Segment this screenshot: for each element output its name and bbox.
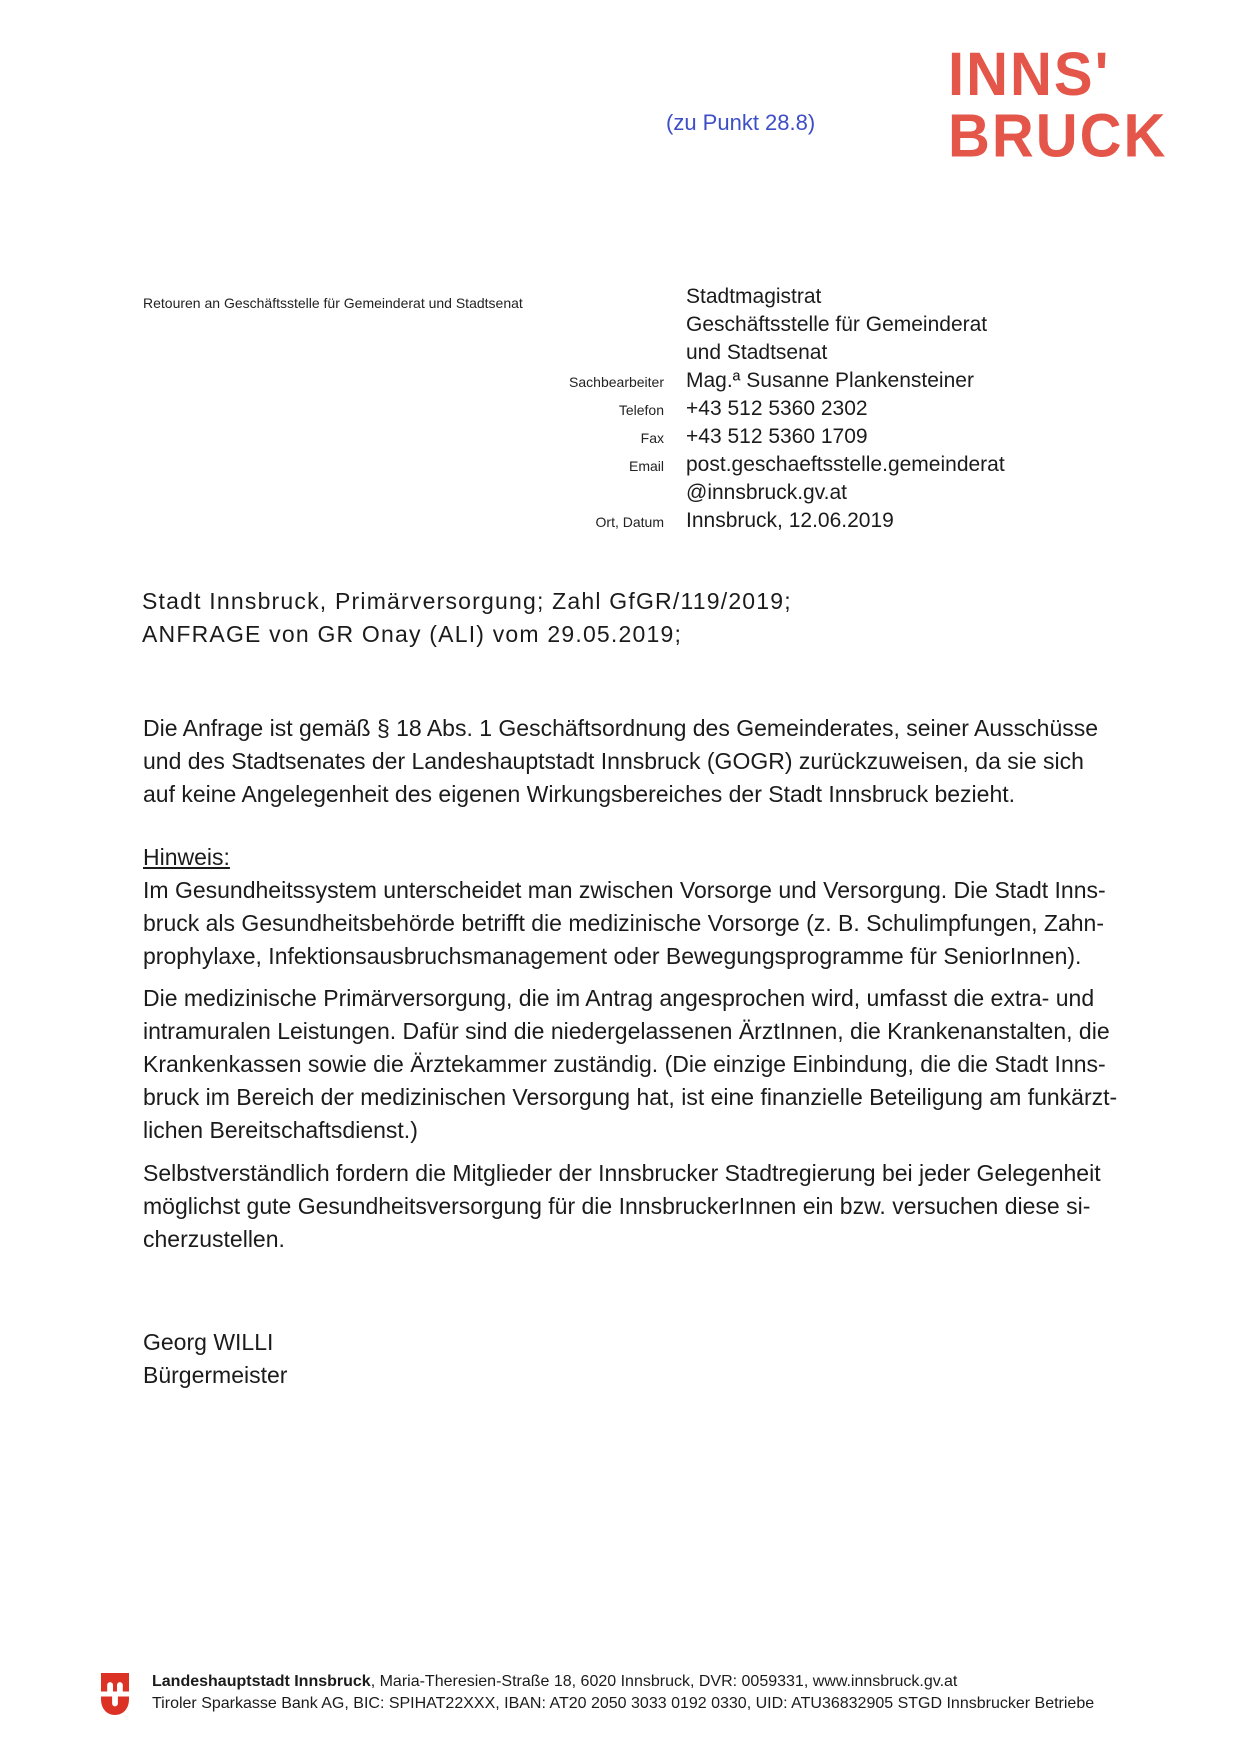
text-line: lichen Bereitschaftsdienst.) (143, 1117, 418, 1143)
contact-label: Telefon (618, 402, 664, 418)
text-line: Die Anfrage ist gemäß § 18 Abs. 1 Geschäftsordnung des Gemeinderates, seiner Ausschüsse (143, 715, 1099, 741)
text-line: und des Stadtsenates der Landeshauptstadt Innsbruck (GOGR) zurückzuweisen, da sie sich (143, 748, 1084, 774)
footer-line-1 (152, 1671, 1094, 1693)
text-line: auf keine Angelegenheit des eigenen Wirkungsbereiches der Stadt Innsbruck bezieht. (143, 781, 1016, 807)
signature-block (143, 1326, 287, 1392)
text-line: prophylaxe, Infektionsausbruchsmanagement oder Bewegungsprogramme für SeniorInnen). (143, 943, 1082, 969)
contact-value: @innsbruck.gv.at (686, 481, 847, 504)
contact-row (520, 341, 1160, 369)
contact-label: Sachbearbeiter (569, 374, 664, 390)
contact-row (520, 313, 1160, 341)
signer-name: Georg WILLI (143, 1329, 274, 1355)
logo-line-1: INNS' (948, 39, 1111, 109)
contact-value: post.geschaeftsstelle.gemeinderat (686, 453, 1005, 476)
contact-row (520, 481, 1160, 509)
footer-address: , Maria-Theresien-Straße 18, 6020 Innsbruck, DVR: 0059331, www.innsbruck.gv.at (370, 1673, 958, 1690)
contact-block (520, 285, 1160, 537)
contact-value: Mag.ª Susanne Plankensteiner (686, 369, 974, 392)
innsbruck-coat-of-arms-icon (100, 1672, 130, 1721)
text-line: intramuralen Leistungen. Dafür sind die niedergelassenen ÄrztInnen, die Krankenanstalten, die (143, 1018, 1110, 1044)
contact-row (520, 509, 1160, 537)
signer-title: Bürgermeister (143, 1362, 288, 1388)
text-line: möglichst gute Gesundheitsversorgung für die InnsbruckerInnen ein bzw. versuchen diese si- (143, 1193, 1091, 1219)
contact-row (520, 369, 1160, 397)
contact-row (520, 425, 1160, 453)
logo-line-2: BRUCK (948, 101, 1168, 171)
contact-value: +43 512 5360 2302 (686, 397, 868, 420)
text-line: Im Gesundheitssystem unterscheidet man zwischen Vorsorge und Versorgung. Die Stadt Inns- (143, 877, 1106, 903)
contact-label: Fax (640, 430, 664, 446)
contact-value: Stadtmagistrat (686, 285, 822, 308)
text-line: Selbstverständlich fordern die Mitglieder der Innsbrucker Stadtregierung bei jeder Gelegenheit (143, 1160, 1101, 1186)
paragraph-hinweis (143, 841, 1106, 973)
contact-row (520, 285, 1160, 313)
paragraph-schluss (143, 1157, 1101, 1256)
subject-line-1: Stadt Innsbruck, Primärversorgung; Zahl GfGR/119/2019; (142, 588, 792, 614)
paragraph-ruling (143, 712, 1098, 811)
contact-label: Email (628, 458, 664, 474)
subject-line-2: ANFRAGE von GR Onay (ALI) vom 29.05.2019; (142, 621, 683, 647)
hinweis-heading: Hinweis: (143, 844, 230, 870)
reference-note: (zu Punkt 28.8) (666, 110, 816, 135)
contact-value: +43 512 5360 1709 (686, 425, 868, 448)
contact-label: Ort, Datum (595, 514, 664, 530)
footer-line-2: Tiroler Sparkasse Bank AG, BIC: SPIHAT22XXX, IBAN: AT20 2050 3033 0192 0330, UID: ATU36832905 STGD Innsbrucker Betriebe (152, 1695, 1095, 1712)
contact-row (520, 397, 1160, 425)
footer-block (152, 1671, 1094, 1715)
footer-org-name: Landeshauptstadt Innsbruck (152, 1673, 371, 1690)
text-line: Die medizinische Primärversorgung, die im Antrag angesprochen wird, umfasst die extra- und (143, 985, 1095, 1011)
innsbruck-logo (948, 39, 1168, 171)
return-address-note: Retouren an Geschäftsstelle für Gemeinderat und Stadtsenat (143, 295, 523, 311)
contact-value: Geschäftsstelle für Gemeinderat (686, 313, 988, 336)
subject-block (142, 585, 792, 651)
text-line: bruck im Bereich der medizinischen Versorgung hat, ist eine finanzielle Beteiligung am funkärzt- (143, 1084, 1118, 1110)
contact-value: Innsbruck, 12.06.2019 (686, 509, 894, 532)
paragraph-primaerversorgung (143, 982, 1117, 1147)
text-line: cherzustellen. (143, 1226, 285, 1252)
contact-value: und Stadtsenat (686, 341, 828, 364)
contact-row (520, 453, 1160, 481)
text-line: Krankenkassen sowie die Ärztekammer zuständig. (Die einzige Einbindung, die die Stadt Inns- (143, 1051, 1106, 1077)
text-line: bruck als Gesundheitsbehörde betrifft die medizinische Vorsorge (z. B. Schulimpfungen, Zahn- (143, 910, 1104, 936)
